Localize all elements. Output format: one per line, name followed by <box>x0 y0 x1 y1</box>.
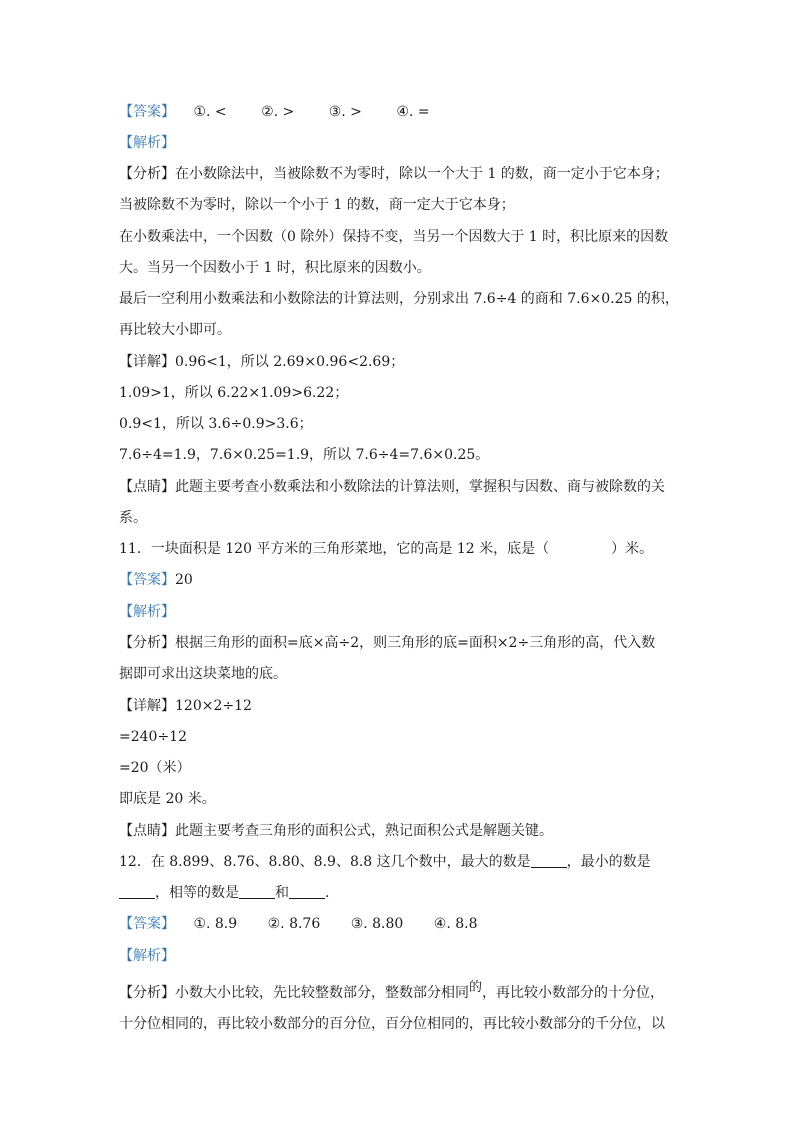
q10-answer-line <box>119 102 674 122</box>
q11-detail-text-1: 120×2÷12 <box>175 698 252 714</box>
q12-question-part4: 和 <box>275 885 289 901</box>
q12-answer-1: ①. 8.9 <box>193 916 238 932</box>
q12-blank-2 <box>119 884 155 899</box>
q11-detail-line-1 <box>119 696 674 716</box>
q11-question-end: ）米。 <box>611 541 654 557</box>
q11-comment-line <box>119 821 674 841</box>
q10-analysis-tag: 【解析】 <box>119 135 175 151</box>
q12-question-line-1 <box>119 852 674 872</box>
q10-comment-line-1 <box>119 477 674 497</box>
q12-answer-4: ④. 8.8 <box>433 916 478 932</box>
q12-question-line-2 <box>119 883 674 903</box>
q10-detail-text-4: 7.6÷4=1.9，7.6×0.25=1.9，所以 7.6÷4=7.6×0.25。 <box>119 447 490 463</box>
q12-question-part1: 12．在 8.899、8.76、8.80、8.9、8.8 这几个数中，最大的数是 <box>119 854 531 870</box>
q10-analysis-text-4: 大。当另一个因数小于 1 时，积比原来的因数小。 <box>119 260 431 276</box>
q10-detail-label: 【详解】 <box>119 354 175 370</box>
q10-detail-text-1: 0.96<1，所以 2.69×0.96<2.69； <box>175 354 405 370</box>
q12-blank-1 <box>531 853 567 868</box>
q10-analysis-text-6: 再比较大小即可。 <box>119 322 231 338</box>
q12-answer-3: ③. 8.80 <box>350 916 404 932</box>
q12-answer-2: ②. 8.76 <box>267 916 321 932</box>
q12-answer-tag: 【答案】 <box>119 916 175 932</box>
q10-comment-text-1: 此题主要考查小数乘法和小数除法的计算法则，掌握积与因数、商与被除数的关 <box>175 479 665 495</box>
q11-answer-tag: 【答案】 <box>119 572 175 588</box>
q11-detail-text-2: =240÷12 <box>119 729 187 745</box>
q11-answer-line <box>119 570 674 590</box>
q11-comment-label: 【点睛】 <box>119 823 175 839</box>
q10-analysis-text-2: 当被除数不为零时，除以一个小于 1 的数，商一定大于它本身； <box>119 197 515 213</box>
q10-answer-2: ②. > <box>261 104 295 120</box>
q12-analysis-text-1a: 小数大小比较，先比较整数部分，整数部分相同 <box>175 985 469 1001</box>
q12-answer-line <box>119 914 674 934</box>
q10-comment-label: 【点睛】 <box>119 479 175 495</box>
q12-question-part5: . <box>325 885 330 901</box>
q12-blank-3 <box>239 884 275 899</box>
q11-analysis-text-1: 根据三角形的面积=底×高÷2，则三角形的底=面积×2÷三角形的高，代入数 <box>175 635 656 651</box>
q10-analysis-text-3: 在小数乘法中，一个因数（0 除外）保持不变，当另一个因数大于 1 时，积比原来的因数 <box>119 229 669 245</box>
q11-analysis-line-1 <box>119 633 674 653</box>
q10-analysis-line-1 <box>119 164 674 184</box>
q11-analysis-text-2: 据即可求出这块菜地的底。 <box>119 666 287 682</box>
q10-answer-tag: 【答案】 <box>119 104 175 120</box>
q12-analysis-line-1 <box>119 980 674 1004</box>
q10-analysis-text-5: 最后一空利用小数乘法和小数除法的计算法则，分别求出 7.6÷4 的商和 7.6×0.25 的积， <box>119 291 679 307</box>
q12-analysis-text-1b: ，再比较小数部分的十分位， <box>482 985 665 1001</box>
q10-answer-4: ④. = <box>396 104 430 120</box>
q10-analysis-text-1: 在小数除法中，当被除数不为零时，除以一个大于 1 的数，商一定小于它本身； <box>175 166 669 182</box>
q12-analysis-text-2: 十分位相同的，再比较小数部分的百分位，百分位相同的，再比较小数部分的千分位，以 <box>119 1016 665 1032</box>
q10-detail-text-3: 0.9<1，所以 3.6÷0.9>3.6； <box>119 416 313 432</box>
q10-analysis-label: 【分析】 <box>119 166 175 182</box>
q11-comment-text: 此题主要考查三角形的面积公式，熟记面积公式是解题关键。 <box>175 823 553 839</box>
q11-question-start: 11．一块面积是 120 平方米的三角形菜地，它的高是 12 米，底是（ <box>119 541 550 557</box>
q11-detail-text-4: 即底是 20 米。 <box>119 791 216 807</box>
q10-comment-text-2: 系。 <box>119 510 147 526</box>
q10-answer-1: ①. < <box>193 104 227 120</box>
q11-answer-value: 20 <box>175 572 193 588</box>
q12-analysis-label: 【分析】 <box>119 985 175 1001</box>
q10-answer-3: ③. > <box>328 104 362 120</box>
q11-detail-label: 【详解】 <box>119 698 175 714</box>
q12-question-part2: ，最小的数是 <box>566 854 651 870</box>
q12-blank-4 <box>289 884 325 899</box>
q11-analysis-label: 【分析】 <box>119 635 175 651</box>
q11-question <box>119 539 674 559</box>
q11-analysis-tag: 【解析】 <box>119 604 175 620</box>
q12-question-part3: ，相等的数是 <box>155 885 239 901</box>
q10-detail-line-1 <box>119 352 674 372</box>
q11-detail-text-3: =20（米） <box>119 760 191 776</box>
q12-analysis-tag: 【解析】 <box>119 948 175 964</box>
q10-detail-text-2: 1.09>1，所以 6.22×1.09>6.22； <box>119 385 349 401</box>
q12-analysis-raised-char: 的 <box>469 980 483 995</box>
